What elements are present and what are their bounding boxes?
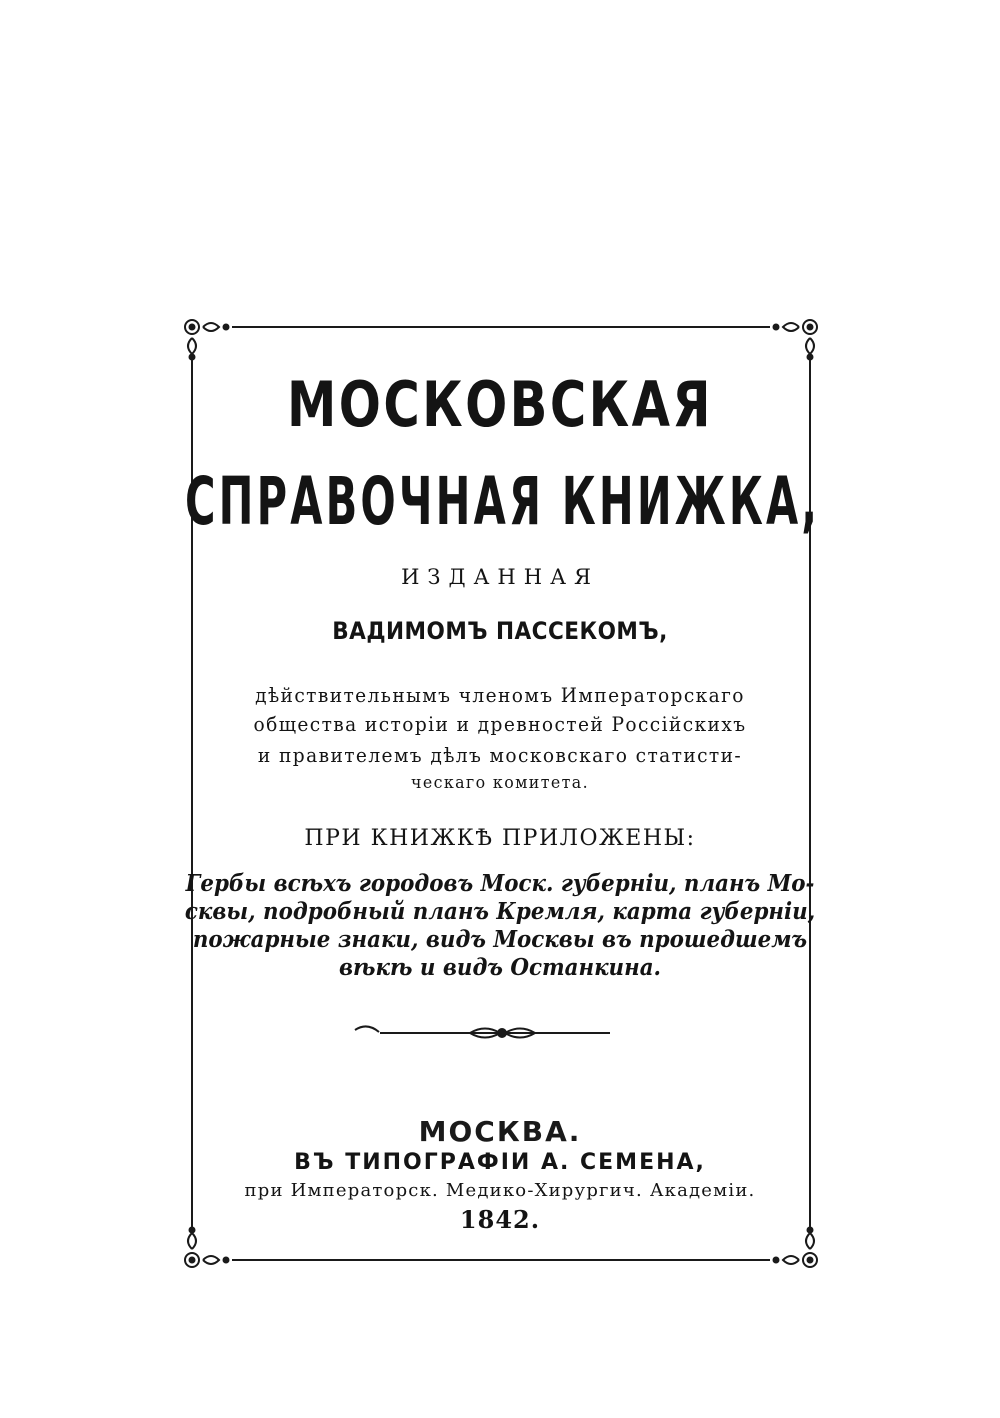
author-rank-line: дѣйствительнымъ членомъ Императорскаго [255,683,745,707]
corner-ornament-top-right [774,320,818,360]
imprint-year: 1842. [459,1205,541,1234]
title-line-2: СПРАВОЧНАЯ КНИЖКА, [185,463,821,540]
published-label: ИЗДАННАЯ [401,565,599,589]
imprint-press: ВЪ ТИПОГРАФІИ А. СЕМЕНА, [294,1150,706,1175]
author-rank-line: ческаго комитета. [410,773,590,793]
appendix-contents-line: пожарные знаки, видъ Москвы въ прошедшемъ [192,926,808,953]
corner-ornament-top-left [185,320,229,360]
flourish-divider [355,1026,610,1037]
appendix-contents-line: сквы, подробный планъ Кремля, карта губерніи, [184,898,816,925]
appendix-contents-line: Гербы всѣхъ городовъ Моск. губерніи, планъ Мо- [185,870,815,897]
imprint-academy: при Императорск. Медико-Хирургич. Академіи. [244,1180,756,1201]
appendix-contents-line: вѣкѣ и видъ Останкина. [338,954,662,981]
imprint-city: МОСКВА. [418,1115,582,1148]
author-name: ВАДИМОМЪ ПАССЕКОМЪ, [332,617,668,645]
title-line-1: МОСКОВСКАЯ [287,368,713,441]
appendix-heading: ПРИ КНИЖКѢ ПРИЛОЖЕНЫ: [304,826,696,851]
author-rank-line: общества исторіи и древностей Россійскихъ [253,712,747,736]
author-rank-line: и правителемъ дѣлъ московскаго статисти- [257,743,743,767]
